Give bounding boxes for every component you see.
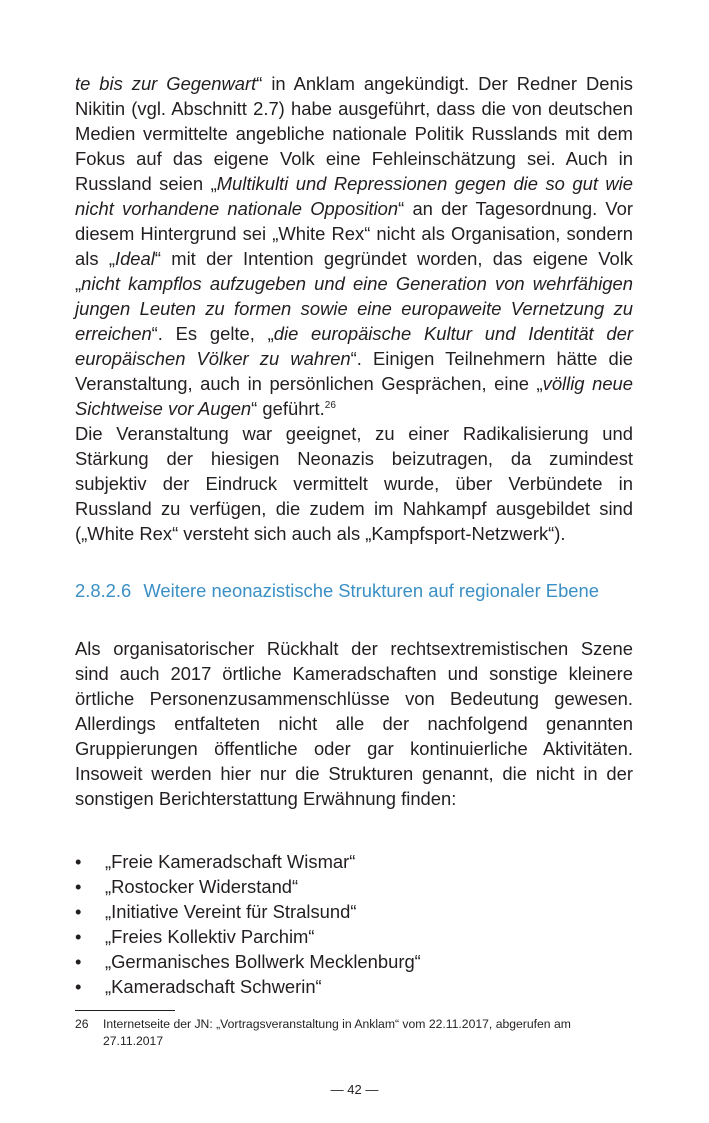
bullet-icon: • bbox=[75, 876, 82, 897]
list-item-label: „Freies Kollektiv Parchim“ bbox=[105, 926, 315, 947]
list-item bbox=[75, 849, 633, 874]
section-number: 2.8.2.6 bbox=[75, 580, 132, 601]
quoted-text: Ideal bbox=[114, 248, 155, 269]
footnote-number: 26 bbox=[75, 1017, 89, 1031]
quoted-text: die europäische Kultur und Identität der europäischen Völker zu wahren bbox=[75, 323, 634, 369]
list-item-label: „Kameradschaft Schwerin“ bbox=[105, 976, 322, 997]
section-title: Weitere neonazistische Strukturen auf regionaler Ebene bbox=[143, 580, 599, 601]
section-heading bbox=[75, 578, 633, 603]
list-item-label: „Freie Kameradschaft Wismar“ bbox=[105, 851, 356, 872]
paragraph-white-rex-event bbox=[75, 71, 633, 421]
group-list bbox=[75, 849, 633, 999]
list-item-label: „Rostocker Widerstand“ bbox=[105, 876, 299, 897]
list-item-label: „Initiative Vereint für Stralsund“ bbox=[105, 901, 357, 922]
page-number: — 42 — bbox=[330, 1082, 379, 1097]
list-item bbox=[75, 974, 633, 999]
quoted-text: nicht kampflos aufzugeben und eine Generation von wehrfähigen jungen Leuten zu formen sowie eine europaweite Vernetzung zu erreichen bbox=[75, 273, 633, 344]
list-item-label: „Germanisches Bollwerk Mecklenburg“ bbox=[105, 951, 421, 972]
bullet-icon: • bbox=[75, 901, 82, 922]
body-text: “ an der Tagesordnung. Vor diesem Hintergrund sei „White Rex“ nicht als Organisation, sondern als „ bbox=[75, 198, 634, 269]
main-content bbox=[75, 71, 633, 999]
bullet-icon: • bbox=[75, 851, 82, 872]
body-text: “ geführt. bbox=[251, 398, 325, 419]
bullet-icon: • bbox=[75, 951, 82, 972]
quoted-text: te bis zur Gegenwart bbox=[75, 73, 257, 94]
list-item bbox=[75, 874, 633, 899]
paragraph-regional-structures: Als organisatorischer Rückhalt der rechtsextremistischen Szene sind auch 2017 örtliche Kameradschaften und sonstige kleinere örtliche Personenzusammenschlüsse von Bedeutung gewesen. Allerdings entfalteten nicht alle der nachfolgend genannten Gruppierungen öffentliche oder gar kontinuierliche Aktivitäten. Insoweit werden hier nur die Strukturen genannt, die nicht in der sonstigen Berichterstattung Erwähnung finden: bbox=[75, 638, 633, 809]
footnote-reference: 26 bbox=[324, 400, 336, 411]
bullet-icon: • bbox=[75, 976, 82, 997]
footnote bbox=[75, 1016, 633, 1050]
list-item bbox=[75, 924, 633, 949]
body-text: “ in Anklam angekündigt. Der Redner Denis Nikitin (vgl. Abschnitt 2.7) habe ausgeführt, dass die von deutschen Medien vermittelte angebliche nationale Politik Russlands mit dem Fokus auf das eigene Volk eine Fehleinschätzung sei. Auch in Russland seien „ bbox=[75, 73, 634, 194]
quoted-text: völlig neue Sichtweise vor Augen bbox=[75, 373, 634, 419]
list-item bbox=[75, 949, 633, 974]
footnote-divider bbox=[75, 1010, 175, 1011]
body-text: “ mit der Intention gegründet worden, das eigene Volk „ bbox=[75, 248, 633, 294]
list-item bbox=[75, 899, 633, 924]
footnote-text: Internetseite der JN: „Vortragsveranstaltung in Anklam“ vom 22.11.2017, abgerufen am 27.11.2017 bbox=[103, 1017, 571, 1048]
quoted-text: Multikulti und Repressionen gegen die so gut wie nicht vorhandene nationale Opposition bbox=[75, 173, 633, 219]
body-text: “. Einigen Teilnehmern hätte die Veranstaltung, auch in persönlichen Gesprächen, eine „ bbox=[75, 348, 634, 394]
bullet-icon: • bbox=[75, 926, 82, 947]
paragraph-radicalization: Die Veranstaltung war geeignet, zu einer Radikalisierung und Stärkung der hiesigen Neonazis beizutragen, da zumindest subjektiv der Eindruck vermittelt wurde, über Verbündete in Russland zu verfügen, die zudem im Nahkampf ausgebildet sind („White Rex“ versteht sich auch als „Kampfsport-Netzwerk“). bbox=[75, 423, 633, 544]
body-text: “. Es gelte, „ bbox=[151, 323, 274, 344]
